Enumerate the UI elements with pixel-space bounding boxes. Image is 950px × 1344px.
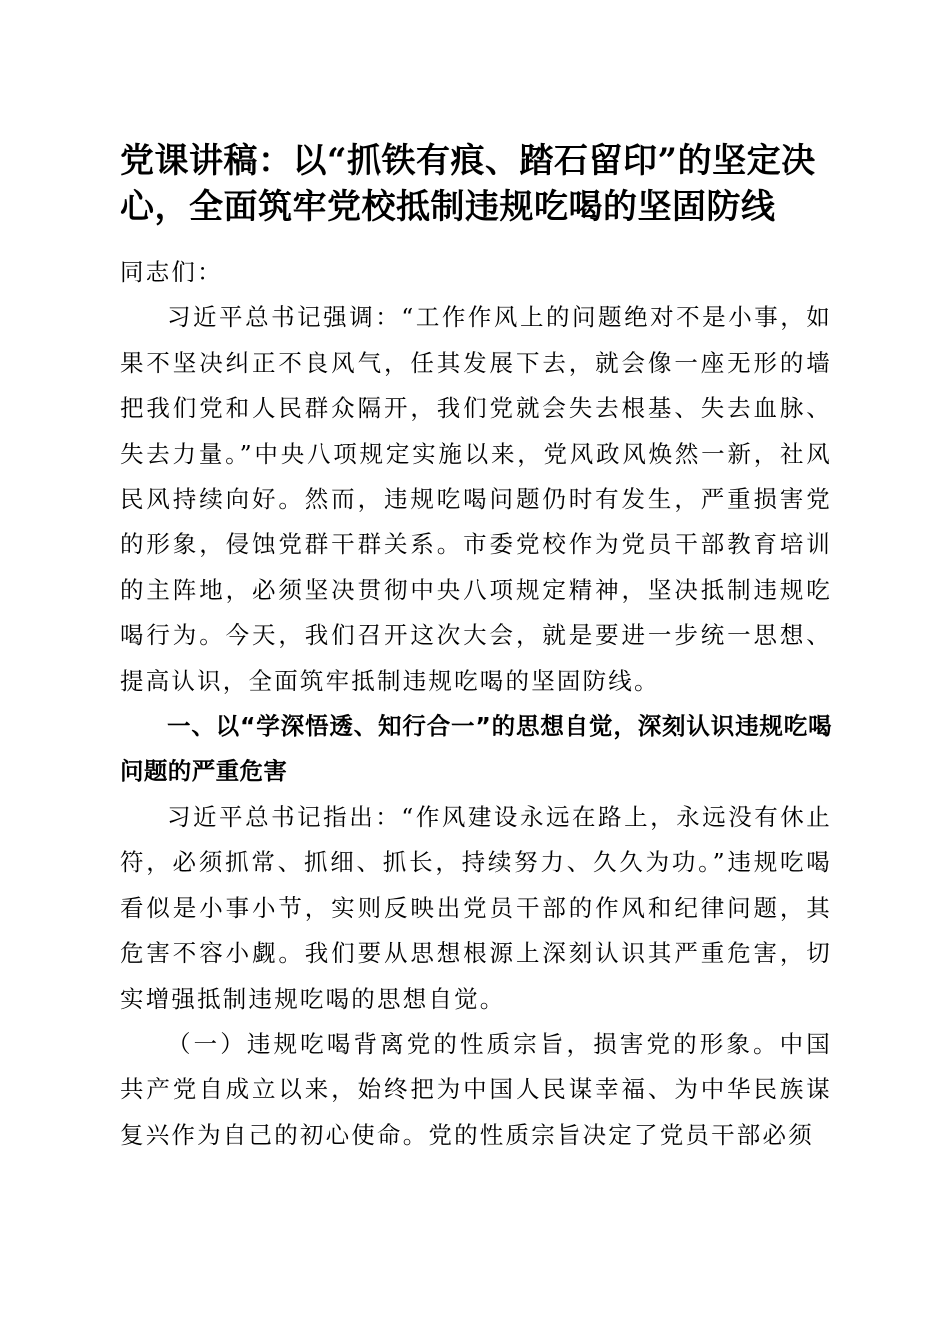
paragraph-subsection-1: （一）违规吃喝背离党的性质宗旨，损害党的形象。中国共产党自成立以来，始终把为中国人民谋幸福、为中华民族谋复兴作为自己的初心使命。党的性质宗旨决定了党员干部必须	[120, 1029, 832, 1149]
document-body	[120, 250, 832, 1158]
paragraph-section-1: 习近平总书记指出：“作风建设永远在路上，永远没有休止符，必须抓常、抓细、抓长，持续努力、久久为功。”违规吃喝看似是小事小节，实则反映出党员干部的作风和纪律问题，其危害不容小觑。我们要从思想根源上深刻认识其严重危害，切实增强抵制违规吃喝的思想自觉。	[120, 802, 832, 1013]
section-heading-1: 一、以“学深悟透、知行合一”的思想自觉，深刻认识违规吃喝问题的严重危害	[120, 712, 832, 786]
document-title: 党课讲稿：以“抓铁有痕、踏石留印”的坚定决心，全面筑牢党校抵制违规吃喝的坚固防线	[120, 141, 816, 227]
greeting: 同志们：	[120, 258, 223, 286]
paragraph-intro: 习近平总书记强调：“工作作风上的问题绝对不是小事，如果不坚决纠正不良风气，任其发展下去，就会像一座无形的墙把我们党和人民群众隔开，我们党就会失去根基、失去血脉、失去力量。”中央八项规定实施以来，党风政风焕然一新，社风民风持续向好。然而，违规吃喝问题仍时有发生，严重损害党的形象，侵蚀党群干群关系。市委党校作为党员干部教育培训的主阵地，必须坚决贯彻中央八项规定精神，坚决抵制违规吃喝行为。今天，我们召开这次大会，就是要进一步统一思想、提高认识，全面筑牢抵制违规吃喝的坚固防线。	[120, 303, 832, 695]
